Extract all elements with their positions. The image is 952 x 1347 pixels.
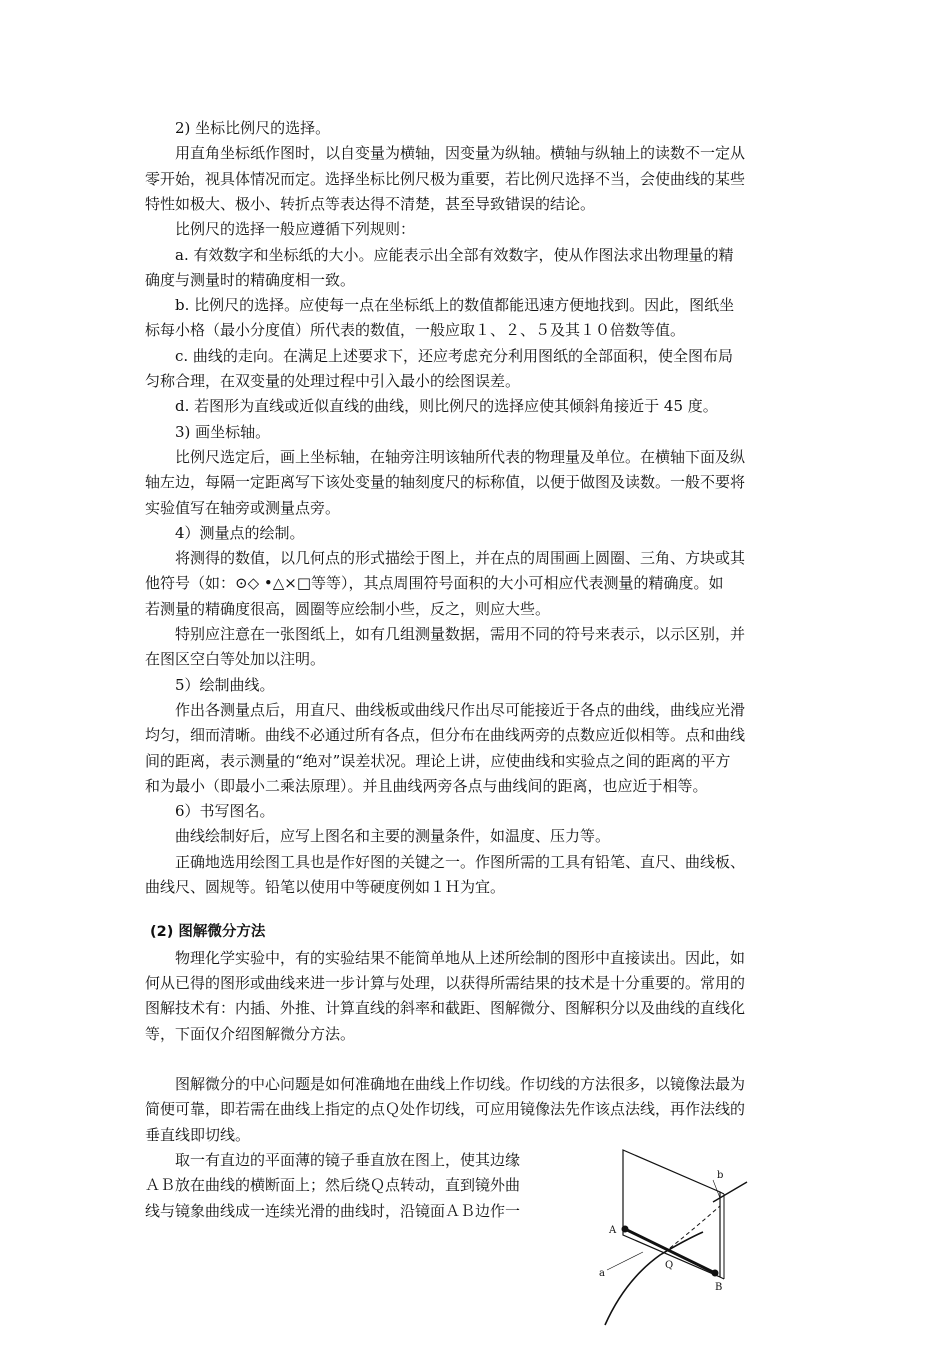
text-line: 确度与测量时的精确度相一致。 xyxy=(145,270,356,289)
text-line: 轴左边，每隔一定距离写下该处变量的轴刻度尺的标称值，以便于做图及读数。一般不要将 xyxy=(145,473,746,492)
text-line: 取一有直边的平面薄的镜子垂直放在图上，使其边缘 xyxy=(175,1151,521,1169)
label-A: A xyxy=(609,1225,617,1236)
point-B xyxy=(712,1270,719,1277)
text-line: 线与镜象曲线成一连续光滑的曲线时，沿镜面ＡＢ边作一 xyxy=(145,1201,521,1220)
text-line: 曲线尺、圆规等。铅笔以使用中等硬度例如１Ｈ为宜。 xyxy=(145,878,506,896)
label-B: B xyxy=(715,1282,723,1293)
text-line: 均匀，细而清晰。曲线不必通过所有各点，但分布在曲线两旁的点数应近似相等。点和曲线 xyxy=(145,726,746,745)
text-line: 比例尺选定后，画上坐标轴，在轴旁注明该轴所代表的物理量及单位。在横轴下面及纵 xyxy=(175,447,746,466)
text-line: 3) 画坐标轴。 xyxy=(175,422,271,441)
text-line: 6）书写图名。 xyxy=(175,802,275,821)
text-line: 间的距离，表示测量的“绝对”误差状况。理论上讲，应使曲线和实验点之间的距离的平方 xyxy=(145,751,731,770)
curve-outside xyxy=(605,1232,703,1325)
section-heading: (2) 图解微分方法 xyxy=(150,924,266,941)
label-a: a xyxy=(599,1268,605,1279)
text-line: 曲线绘制好后，应写上图名和主要的测量条件，如温度、压力等。 xyxy=(175,827,611,846)
text-line: 实验值写在轴旁或测量点旁。 xyxy=(145,498,341,517)
text-line: 和为最小（即最小二乘法原理）。并且曲线两旁各点与曲线间的距离，也应近于相等。 xyxy=(145,776,708,795)
curve-reflection-dashed xyxy=(670,1206,720,1248)
mirror-thickness-edge-3 xyxy=(720,1277,724,1279)
text-line: 特性如极大、极小、转折点等表达得不清楚，甚至导致错误的结论。 xyxy=(145,194,596,213)
text-line: 匀称合理，在双变量的处理过程中引入最小的绘图误差。 xyxy=(145,372,521,390)
text-line: 4）测量点的绘制。 xyxy=(175,523,305,542)
text-line: 简便可靠，即若需在曲线上指定的点Ｑ处作切线，可应用镜像法先作该点法线，再作法线的 xyxy=(145,1100,746,1119)
text-line: 5）绘制曲线。 xyxy=(175,675,275,694)
mirror-plate xyxy=(623,1150,720,1277)
text-line: 垂直线即切线。 xyxy=(145,1125,251,1144)
text-line: 在图区空白等处加以注明。 xyxy=(145,650,326,669)
text-line: 零开始，视具体情况而定。选择坐标比例尺极为重要，若比例尺选择不当，会使曲线的某些 xyxy=(145,169,746,188)
text-line: 他符号（如：⊙◇ •△×□等等），其点周围符号面积的大小可相应代表测量的精确度。如 xyxy=(145,574,724,593)
text-line: 将测得的数值，以几何点的形式描绘于图上，并在点的周围画上圆圈、三角、方块或其 xyxy=(175,549,746,568)
text-line: 物理化学实验中，有的实验结果不能简单地从上述所绘制的图形中直接读出。因此，如 xyxy=(175,948,746,967)
text-line: 等，下面仅介绍图解微分方法。 xyxy=(145,1024,356,1043)
text-line: d. 若图形为直线或近似直线的曲线，则比例尺的选择应使其倾斜角接近于 45 度。 xyxy=(175,397,718,416)
text-line: 特别应注意在一张图纸上，如有几组测量数据，需用不同的符号来表示，以示区别，并 xyxy=(175,625,746,643)
curve-right xyxy=(713,1182,747,1202)
text-line: 作出各测量点后，用直尺、曲线板或曲线尺作出尽可能接近于各点的曲线，曲线应光滑 xyxy=(175,700,746,719)
point-A xyxy=(622,1226,629,1233)
label-Q: Q xyxy=(665,1260,674,1271)
text-line: 何从已得的图形或曲线来进一步计算与处理，以获得所需结果的技术是十分重要的。常用的 xyxy=(145,973,746,992)
text-line: a. 有效数字和坐标纸的大小。应能表示出全部有效数字，使从作图法求出物理量的精 xyxy=(175,245,734,264)
pointer-a xyxy=(607,1252,643,1270)
mirror-method-figure xyxy=(595,1140,765,1330)
text-line: 2) 坐标比例尺的选择。 xyxy=(175,119,331,137)
text-line: 正确地选用绘图工具也是作好图的关键之一。作图所需的工具有铅笔、直尺、曲线板、 xyxy=(175,852,746,871)
text-line: 图解技术有：内插、外推、计算直线的斜率和截距、图解微分、图解积分以及曲线的直线化 xyxy=(145,999,746,1018)
text-line: 图解微分的中心问题是如何准确地在曲线上作切线。作切线的方法很多，以镜像法最为 xyxy=(175,1075,746,1094)
label-b: b xyxy=(717,1170,724,1181)
text-line: ＡＢ放在曲线的横断面上；然后绕Ｑ点转动，直到镜外曲 xyxy=(145,1176,521,1195)
text-line: 若测量的精确度很高，圆圈等应绘制小些，反之，则应大些。 xyxy=(145,599,551,618)
mirror-diagram xyxy=(595,1140,765,1330)
text-line: b. 比例尺的选择。应使每一点在坐标纸上的数值都能迅速方便地找到。因此，图纸坐 xyxy=(175,296,735,315)
text-line: 标每小格（最小分度值）所代表的数值，一般应取１、２、５及其１０倍数等值。 xyxy=(145,321,686,340)
text-line: 用直角坐标纸作图时，以自变量为横轴，因变量为纵轴。横轴与纵轴上的读数不一定从 xyxy=(175,144,746,163)
text-line: 比例尺的选择一般应遵循下列规则： xyxy=(175,220,416,239)
text-line: c. 曲线的走向。在满足上述要求下，还应考虑充分利用图纸的全部面积，使全图布局 xyxy=(175,346,733,365)
